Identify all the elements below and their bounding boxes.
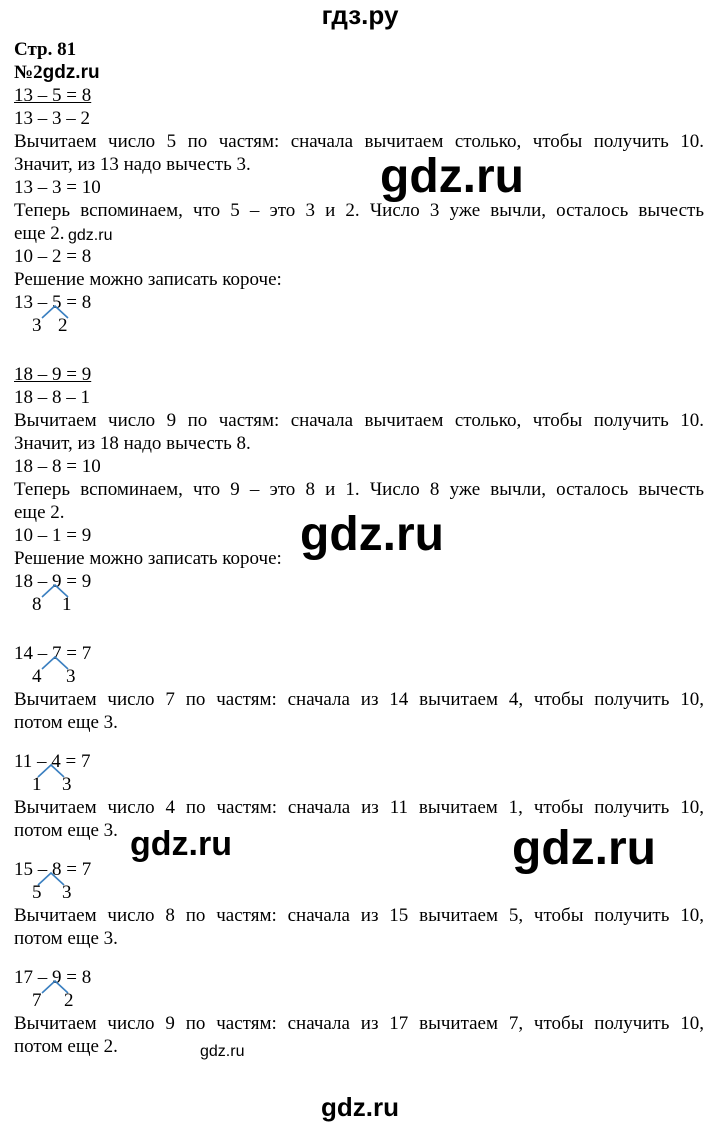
block1-equation: 13 – 5 = 8 [14, 85, 92, 106]
watermark-4: gdz.ru [130, 825, 232, 863]
task-number-line [14, 61, 704, 84]
block5-explain1: Вычитаем число 8 по частям: сначала из 15 вычитаем 5, чтобы получить 10, [14, 905, 704, 926]
block2-equation: 18 – 9 = 9 [14, 364, 92, 385]
block6-equation: 17 – 9 = 8 [14, 967, 92, 988]
block2-short-equation: 18 – 9 = 9 [14, 571, 92, 592]
block6-explain1: Вычитаем число 9 по частям: сначала из 17 вычитаем 7, чтобы получить 10, [14, 1013, 704, 1034]
block6-part-right: 2 [64, 990, 74, 1011]
block2-part-right: 1 [62, 594, 72, 615]
block4-explain2: потом еще 3. [14, 820, 118, 841]
block5-explain2: потом еще 3. [14, 928, 118, 949]
watermark-3: gdz.ru [300, 508, 444, 561]
block3-explain1: Вычитаем число 7 по частям: сначала из 14 вычитаем 4, чтобы получить 10, [14, 689, 704, 710]
block2-decomposition: 18 – 8 – 1 [14, 387, 90, 408]
split-line [38, 873, 64, 885]
block3-part-right: 3 [66, 666, 76, 687]
block2-part-left: 8 [32, 594, 42, 615]
block2-step1: 18 – 8 = 10 [14, 456, 101, 477]
site-header: гдз.ру [321, 0, 399, 30]
block5-equation: 15 – 8 = 7 [14, 859, 92, 880]
block2-step2: 10 – 1 = 9 [14, 525, 92, 546]
block4-explain1: Вычитаем число 4 по частям: сначала из 11 вычитаем 1, чтобы получить 10, [14, 797, 704, 818]
block3-part-left: 4 [32, 666, 42, 687]
block2-short-intro: Решение можно записать короче: [14, 548, 282, 569]
block1-explain1: Вычитаем число 5 по частям: сначала вычитаем столько, чтобы получить 10. [14, 131, 704, 152]
block3-split-diagram [14, 665, 704, 688]
block1-short-equation: 13 – 5 = 8 [14, 292, 92, 313]
block1-step2: 10 – 2 = 8 [14, 246, 92, 267]
task-number: №2 [14, 62, 43, 83]
block4-part-left: 1 [32, 774, 42, 795]
block1-explain2: Значит, из 13 надо вычесть 3. [14, 154, 251, 175]
watermark-1: gdz.ru [380, 150, 524, 203]
block1-decomposition: 13 – 3 – 2 [14, 108, 90, 129]
block1-explain4: еще 2. [14, 223, 65, 244]
block2-explain2: Значит, из 18 надо вычесть 8. [14, 433, 251, 454]
watermark-2: gdz.ru [68, 227, 113, 244]
split-line [38, 765, 64, 777]
block4-split-diagram [14, 773, 704, 796]
block5-part-left: 5 [32, 882, 42, 903]
block1-step1: 13 – 3 = 10 [14, 177, 101, 198]
site-footer: gdz.ru [321, 1092, 399, 1122]
split-line [42, 657, 68, 669]
block2-explain3: Теперь вспоминаем, что 9 – это 8 и 1. Число 8 уже вычли, осталось вычесть [14, 479, 704, 500]
watermark-5: gdz.ru [512, 822, 656, 875]
block1-part-right: 2 [58, 315, 68, 336]
block3-split-lines [14, 651, 74, 681]
block5-split-diagram [14, 881, 704, 904]
block1-short-intro: Решение можно записать короче: [14, 269, 282, 290]
block2-split-diagram [14, 593, 704, 616]
block3-equation: 14 – 7 = 7 [14, 643, 92, 664]
block4-equation: 11 – 4 = 7 [14, 751, 91, 772]
block3-explain2: потом еще 3. [14, 712, 118, 733]
block1-explain3: Теперь вспоминаем, что 5 – это 3 и 2. Число 3 уже вычли, осталось вычесть [14, 200, 704, 221]
block6-split-diagram [14, 989, 704, 1012]
block6-explain2: потом еще 2. [14, 1036, 118, 1057]
block2-explain4: еще 2. [14, 502, 65, 523]
block1-split-diagram [14, 314, 704, 337]
block1-part-left: 3 [32, 315, 42, 336]
watermark-6: gdz.ru [200, 1043, 245, 1060]
page-label: Стр. 81 [14, 39, 77, 60]
block6-part-left: 7 [32, 990, 42, 1011]
block4-part-right: 3 [62, 774, 72, 795]
block2-explain1: Вычитаем число 9 по частям: сначала вычитаем столько, чтобы получить 10. [14, 410, 704, 431]
task-watermark: gdz.ru [42, 62, 100, 83]
block5-part-right: 3 [62, 882, 72, 903]
